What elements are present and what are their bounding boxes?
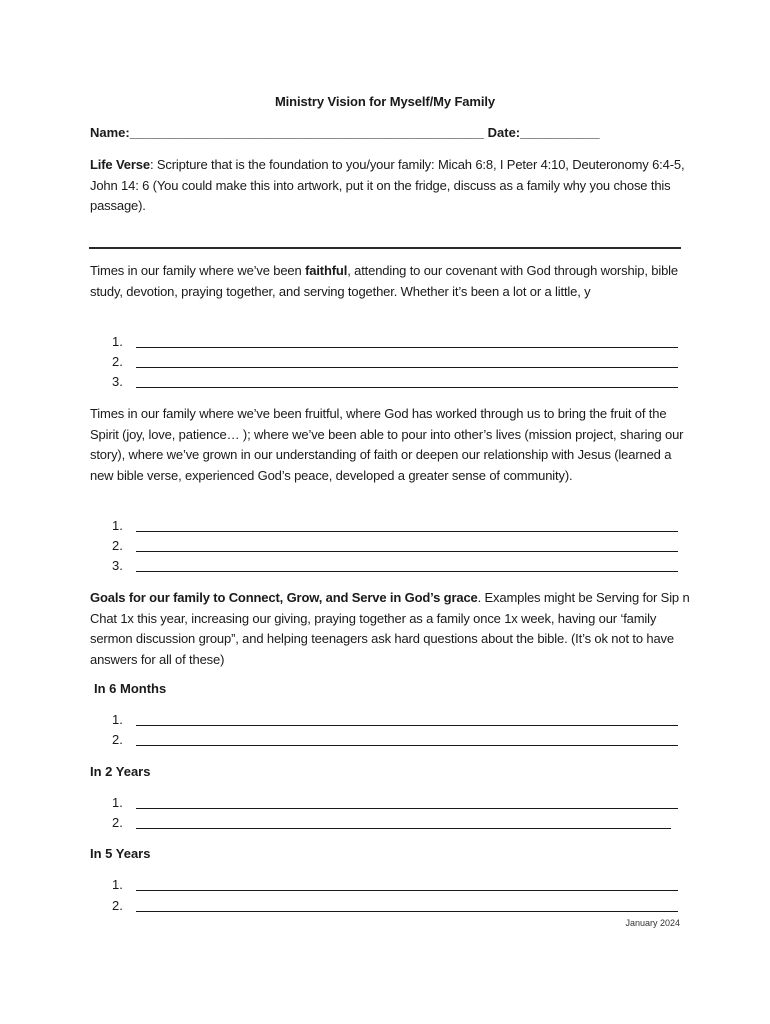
faithful-text-after: , attending to our covenant with God through worship, bible study, devotion, praying together, and serving together. Whether it’s been a lot or a little, y: [90, 263, 678, 299]
answer-blank-line: [136, 725, 678, 726]
item-number: 2.: [112, 898, 123, 913]
item-number: 2.: [112, 732, 123, 747]
answer-blank-line: [136, 808, 678, 809]
answer-blank-line: [136, 347, 678, 348]
answer-blank-line: [136, 911, 678, 912]
item-number: 2.: [112, 815, 123, 830]
item-number: 1.: [112, 334, 123, 349]
item-number: 1.: [112, 518, 123, 533]
item-number: 1.: [112, 712, 123, 727]
item-number: 3.: [112, 558, 123, 573]
goals-text: . Examples might be Serving for Sip n Chat 1x this year, increasing our giving, praying together as a family once 1x week, having our ‘family sermon discussion group”, and helping teenagers ask hard questions about the bible. (It’s ok not to have answers for all of these): [90, 590, 690, 667]
item-number: 1.: [112, 795, 123, 810]
faithful-text-before: Times in our family where we’ve been: [90, 263, 306, 278]
faithful-paragraph: [90, 261, 690, 302]
answer-blank-line: [136, 890, 678, 891]
item-number: 2.: [112, 538, 123, 553]
answer-blank-line: [136, 571, 678, 572]
five-years-heading: In 5 Years: [90, 846, 151, 861]
answer-blank-line: [136, 551, 678, 552]
goals-bold: Goals for our family to Connect, Grow, and Serve in God’s grace: [90, 590, 478, 605]
two-years-heading: In 2 Years: [90, 764, 151, 779]
item-number: 2.: [112, 354, 123, 369]
answer-blank-line: [136, 531, 678, 532]
fruitful-paragraph: Times in our family where we’ve been fruitful, where God has worked through us to bring the fruit of the Spirit (joy, love, patience… ); where we’ve been able to pour into other’s lives (mission project, sharing our story), where we’ve grown in our understanding of faith or deepen our relationship with Jesus (learned a new bible verse, experienced God’s peace, developed a greater sense of community).: [90, 406, 684, 483]
item-number: 3.: [112, 374, 123, 389]
answer-blank-line: [136, 745, 678, 746]
answer-blank-line: [136, 828, 671, 829]
faithful-bold: faithful: [305, 263, 348, 278]
section-divider: [89, 247, 681, 249]
goals-paragraph: [90, 588, 690, 670]
answer-blank-line: [136, 367, 678, 368]
footer-date: January 2024: [625, 918, 680, 928]
item-number: 1.: [112, 877, 123, 892]
answer-blank-line: [136, 387, 678, 388]
life-verse-label: Life Verse: [90, 157, 150, 172]
life-verse-paragraph: [90, 155, 690, 217]
page-title: Ministry Vision for Myself/My Family: [274, 94, 496, 109]
name-date-line: Name:_________________________________________________ Date:___________: [90, 125, 600, 140]
life-verse-text: : Scripture that is the foundation to you/your family: Micah 6:8, I Peter 4:10, Deuteronomy 6:4-5, John 14: 6 (You could make this into artwork, put it on the fridge, discuss as a family why you chose this passage).: [90, 157, 685, 214]
six-months-heading: In 6 Months: [94, 681, 167, 696]
